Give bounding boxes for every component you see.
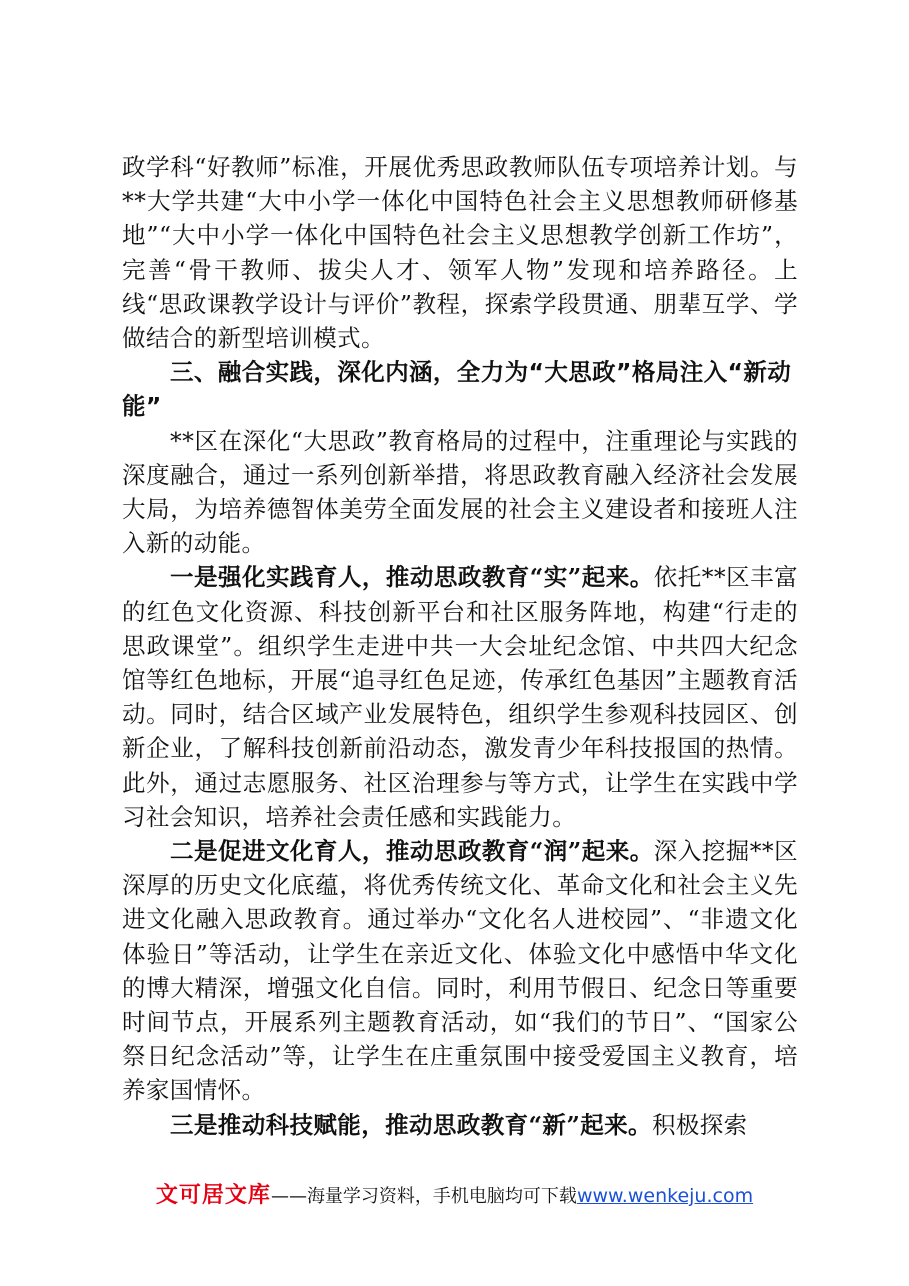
footer-url-link[interactable]: www.wenkeju.com [576,1185,754,1207]
paragraph-text: 深入挖掘**区深厚的历史文化底蕴，将优秀传统文化、革命文化和社会主义先进文化融入思政教育。通过举办“文化名人进校园”、“非遗文化体验日”等活动，让学生在亲近文化、体验文化中感悟中华文化的博大精深，增强文化自信。同时，利用节假日、纪念日等重要时间节点，开展系列主题教育活动，如“我们的节日”、“国家公祭日纪念活动”等，让学生在庄重氛围中接受爱国主义教育，培养家国情怀。 [122,837,798,1105]
paragraph-lead: 二是促进文化育人，推动思政教育“润”起来。 [170,837,654,866]
footer-tagline: ——海量学习资料，手机电脑均可下载 [270,1186,577,1207]
paragraph-culture [122,834,798,1108]
paragraph-lead: 一是强化实践育人，推动思政教育“实”起来。 [170,563,654,592]
paragraph-intro: **区在深化“大思政”教育格局的过程中，注重理论与实践的深度融合，通过一系列创新举措，将思政教育融入经济社会发展大局，为培养德智体美劳全面发展的社会主义建设者和接班人注入新的动能。 [122,426,798,558]
paragraph-text: 依托**区丰富的红色文化资源、科技创新平台和社区服务阵地，构建“行走的思政课堂”。组织学生走进中共一大会址纪念馆、中共四大纪念馆等红色地标，开展“追寻红色足迹，传承红色基因”主题教育活动。同时，结合区域产业发展特色，组织学生参观科技园区、创新企业，了解科技创新前沿动态，激发青少年科技报国的热情。此外，通过志愿服务、社区治理参与等方式，让学生在实践中学习社会知识，培养社会责任感和实践能力。 [122,563,798,831]
paragraph-practice [122,560,798,834]
footer-brand: 文可居文库 [155,1183,271,1208]
paragraph-text: 积极探索 [651,1110,748,1139]
paragraph-lead: 三是推动科技赋能，推动思政教育“新”起来。 [170,1110,652,1139]
footer-banner [0,1181,909,1212]
paragraph-continued: 政学科“好教师”标准，开展优秀思政教师队伍专项培养计划。与**大学共建“大中小学一体化中国特色社会主义思想教师研修基地”“大中小学一体化中国特色社会主义思想教学创新工作坊”，完善“骨干教师、拔尖人才、领军人物”发现和培养路径。上线“思政课教学设计与评价”教程，探索学段贯通、朋辈互学、学做结合的新型培训模式。 [122,153,798,353]
section-heading-3: 三、融合实践，深化内涵，全力为“大思政”格局注入“新动能” [122,358,792,421]
paragraph-technology [122,1108,798,1142]
document-body [122,150,798,1142]
